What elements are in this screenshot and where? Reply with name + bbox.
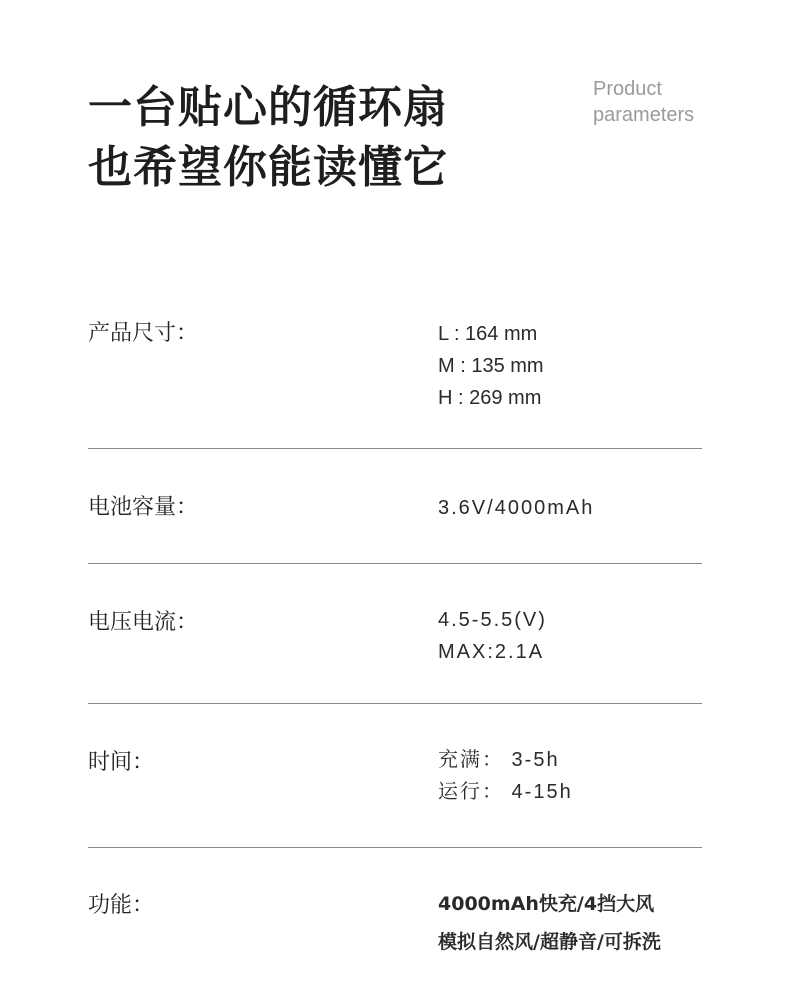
divider [88, 703, 702, 704]
spec-label-features: 功能： [88, 893, 155, 918]
spec-values-features [438, 885, 661, 961]
spec-values-time [438, 744, 573, 808]
spec-label-dimensions: 产品尺寸： [88, 321, 199, 346]
spec-value-current: MAX:2.1A [438, 641, 545, 663]
spec-value-features-2: 模拟自然风/超静音/可拆洗 [438, 931, 661, 953]
spec-value-run-time: 运行： 4-15h [438, 781, 573, 803]
spec-values-voltage [438, 604, 547, 668]
subtitle [593, 76, 694, 128]
spec-value-length: L : 164 mm [438, 323, 538, 345]
headline [88, 78, 448, 198]
spec-value-charge-time: 充满： 3-5h [438, 749, 560, 771]
subtitle-line-1: Product [593, 78, 662, 100]
spec-value-battery: 3.6V/4000mAh [438, 497, 595, 519]
spec-label-time: 时间： [88, 750, 155, 775]
divider [88, 448, 702, 449]
headline-line-2: 也希望你能读懂它 [88, 142, 448, 193]
spec-value-width: M : 135 mm [438, 355, 544, 377]
spec-label-voltage: 电压电流： [88, 610, 199, 635]
headline-line-1: 一台贴心的循环扇 [88, 82, 448, 133]
spec-label-battery: 电池容量： [88, 495, 199, 520]
spec-value-voltage: 4.5-5.5(V) [438, 609, 547, 631]
spec-values-dimensions [438, 318, 544, 414]
spec-values-battery [438, 492, 594, 524]
subtitle-line-2: parameters [593, 104, 695, 126]
divider [88, 563, 702, 564]
spec-value-features-1: 4000mAh快充/4挡大风 [438, 893, 655, 915]
spec-value-height: H : 269 mm [438, 387, 542, 409]
divider [88, 847, 702, 848]
